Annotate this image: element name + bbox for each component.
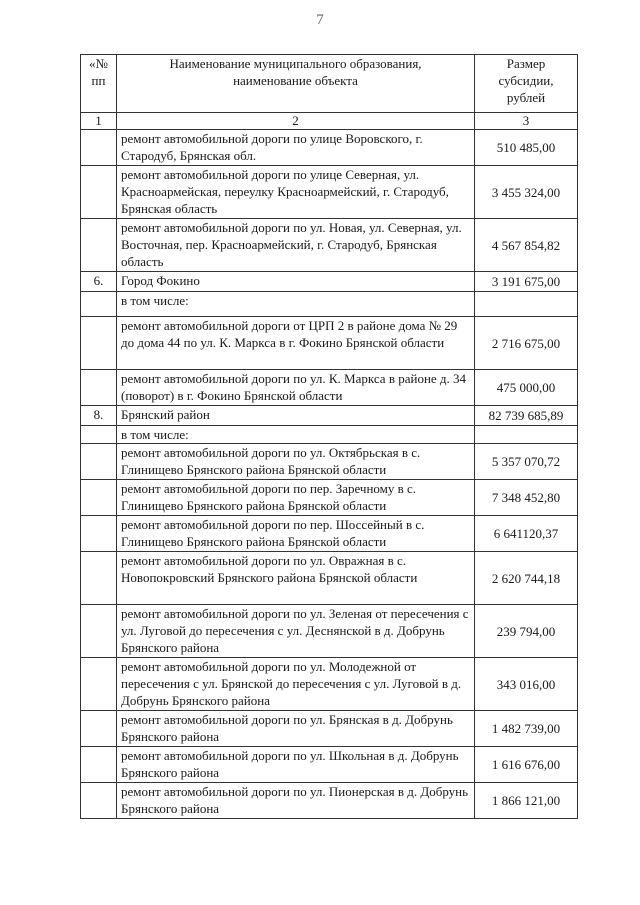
index-cell: 3 [475,113,578,130]
row-name: ремонт автомобильной дороги по ул. Пионерская в д. Добрунь Брянского района [117,783,475,819]
row-amount: 82 739 685,89 [475,406,578,426]
row-amount: 510 485,00 [475,130,578,166]
row-number [81,711,117,747]
table-row [81,292,578,317]
row-amount: 1 616 676,00 [475,747,578,783]
table-row [81,317,578,370]
row-amount [475,426,578,444]
header-row [81,55,578,113]
table-row [81,747,578,783]
row-number: 8. [81,406,117,426]
row-amount: 7 348 452,80 [475,480,578,516]
row-name: ремонт автомобильной дороги по пер. Шоссейный в с. Глинищево Брянского района Брянской области [117,516,475,552]
row-number [81,480,117,516]
row-name: ремонт автомобильной дороги по ул. Школьная в д. Добрунь Брянского района [117,747,475,783]
table-row [81,605,578,658]
table-row [81,480,578,516]
index-row [81,113,578,130]
row-amount [475,292,578,317]
row-number [81,552,117,605]
row-name: Брянский район [117,406,475,426]
row-name: Город Фокино [117,272,475,292]
table-row [81,444,578,480]
header-name: Наименование муниципального образования, наименование объекта [117,55,475,113]
row-amount: 3 191 675,00 [475,272,578,292]
row-number [81,166,117,219]
row-number [81,219,117,272]
row-number: 6. [81,272,117,292]
row-name: ремонт автомобильной дороги по улице Воровского, г. Стародуб, Брянская обл. [117,130,475,166]
table-row [81,272,578,292]
row-number [81,130,117,166]
row-amount: 1 866 121,00 [475,783,578,819]
row-name: в том числе: [117,292,475,317]
row-amount: 343 016,00 [475,658,578,711]
row-name: ремонт автомобильной дороги по ул. Октябрьская в с. Глинищево Брянского района Брянской области [117,444,475,480]
row-name: ремонт автомобильной дороги по ул. Зеленая от пересечения с ул. Луговой до пересечения с ул. Деснянской в д. Добрунь Брянского района [117,605,475,658]
row-number [81,516,117,552]
header-number: «№ пп [81,55,117,113]
row-amount: 5 357 070,72 [475,444,578,480]
row-number [81,370,117,406]
page-number: 7 [316,12,324,28]
row-number [81,605,117,658]
row-amount: 4 567 854,82 [475,219,578,272]
row-name: ремонт автомобильной дороги по ул. Новая, ул. Северная, ул. Восточная, пер. Красноармейский, г. Стародуб, Брянская область [117,219,475,272]
table-row [81,426,578,444]
table-row [81,552,578,605]
table-row [81,658,578,711]
index-cell: 2 [117,113,475,130]
table-row [81,219,578,272]
row-name: ремонт автомобильной дороги по ул. Молодежной от пересечения с ул. Брянской до пересечения с ул. Луговой в д. Добрунь Брянского района [117,658,475,711]
row-amount: 3 455 324,00 [475,166,578,219]
row-name: ремонт автомобильной дороги по ул. Овражная в с. Новопокровский Брянского района Брянской области [117,552,475,605]
table-row [81,370,578,406]
row-amount: 1 482 739,00 [475,711,578,747]
row-number [81,783,117,819]
row-number [81,444,117,480]
subsidy-table [80,54,578,819]
row-number [81,747,117,783]
table-row [81,406,578,426]
row-name: в том числе: [117,426,475,444]
row-name: ремонт автомобильной дороги по ул. Брянская в д. Добрунь Брянского района [117,711,475,747]
table-row [81,711,578,747]
row-name: ремонт автомобильной дороги по пер. Заречному в с. Глинищево Брянского района Брянской области [117,480,475,516]
table-row [81,516,578,552]
table-row [81,783,578,819]
row-name: ремонт автомобильной дороги по ул. К. Маркса в районе д. 34 (поворот) в г. Фокино Брянской области [117,370,475,406]
row-name: ремонт автомобильной дороги от ЦРП 2 в районе дома № 29 до дома 44 по ул. К. Маркса в г. Фокино Брянской области [117,317,475,370]
row-number [81,292,117,317]
row-name: ремонт автомобильной дороги по улице Северная, ул. Красноармейская, переулку Красноармейский, г. Стародуб, Брянская область [117,166,475,219]
row-amount: 2 620 744,18 [475,552,578,605]
row-amount: 6 641120,37 [475,516,578,552]
header-amount: Размер субсидии, рублей [475,55,578,113]
row-number [81,426,117,444]
table-row [81,130,578,166]
row-number [81,658,117,711]
table-row [81,166,578,219]
row-number [81,317,117,370]
index-cell: 1 [81,113,117,130]
row-amount: 475 000,00 [475,370,578,406]
row-amount: 2 716 675,00 [475,317,578,370]
row-amount: 239 794,00 [475,605,578,658]
